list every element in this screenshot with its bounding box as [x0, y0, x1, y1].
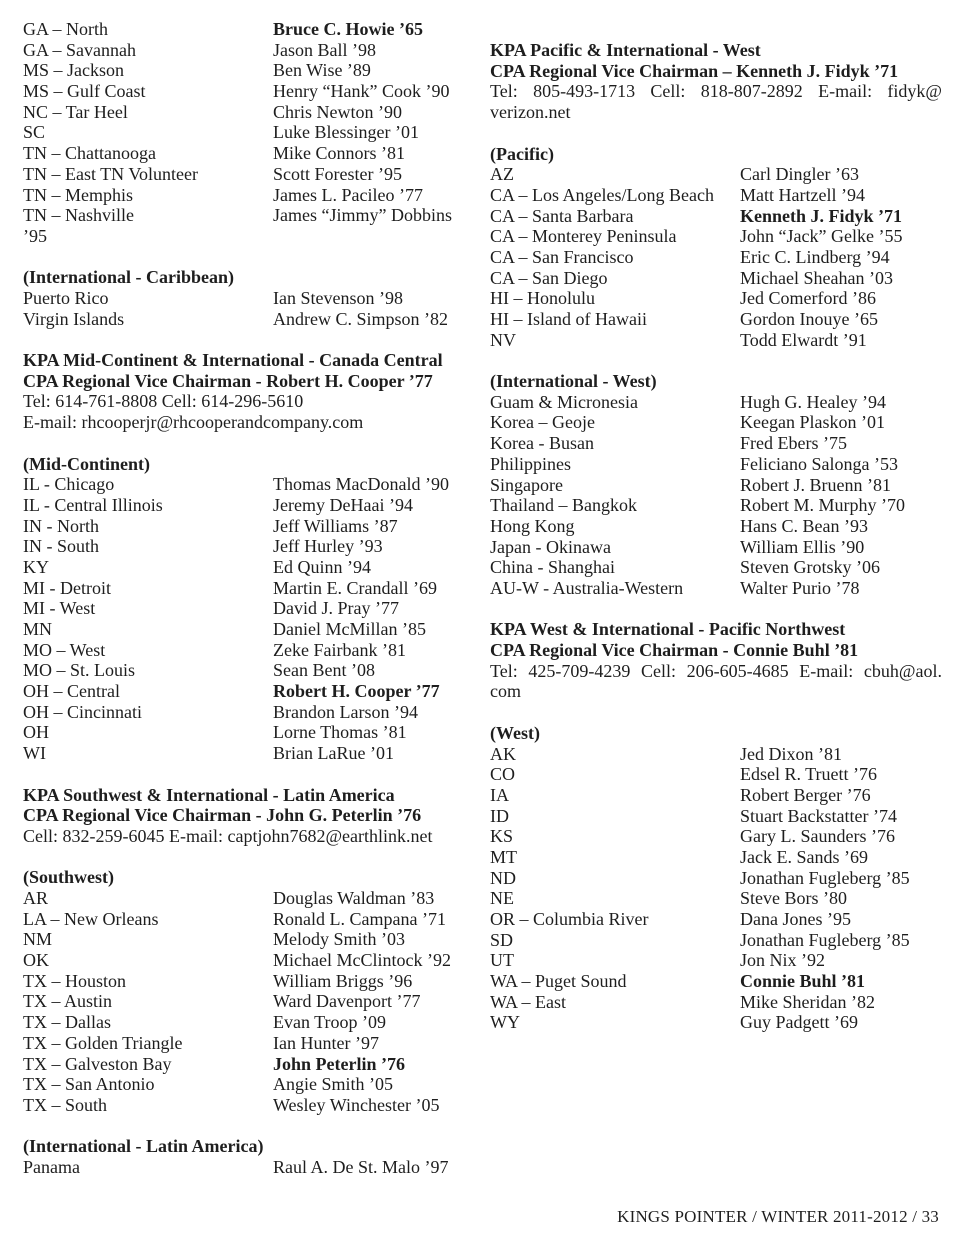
chapter-row — [23, 81, 471, 102]
chapter-location: GA – Savannah — [23, 39, 136, 60]
chapter-row — [23, 660, 471, 681]
chapter-row — [490, 888, 942, 909]
chapter-row — [23, 164, 471, 185]
west-heading: (West) — [490, 722, 540, 743]
caribbean-list — [23, 288, 471, 329]
chapter-location: Korea - Busan — [490, 433, 594, 454]
chapter-location: TN – East TN Volunteer — [23, 163, 198, 184]
midcontinent-region-email: E-mail: rhcooperjr@rhcooperandcompany.com — [23, 412, 364, 433]
chapter-row — [23, 598, 471, 619]
intl-west-list — [490, 392, 942, 599]
chapter-representative: Mike Sheridan ’82 — [740, 991, 875, 1012]
chapter-representative: Evan Troop ’09 — [273, 1012, 387, 1033]
chapter-location: Virgin Islands — [23, 308, 125, 329]
chapter-location: OK — [23, 950, 49, 971]
southwest-heading: (Southwest) — [23, 867, 115, 888]
chapter-location: AR — [23, 888, 49, 909]
chapter-row — [490, 433, 942, 454]
chapter-row — [490, 971, 942, 992]
pacific-region-chair: CPA Regional Vice Chairman – Kenneth J. Fidyk ’71 — [490, 60, 899, 81]
chapter-representative: Steve Bors ’80 — [740, 888, 847, 909]
chapter-row — [490, 744, 942, 765]
chapter-location: NE — [490, 888, 514, 909]
chapter-row — [490, 392, 942, 413]
chapter-location: MT — [490, 846, 517, 867]
chapter-representative: Jeremy DeHaai ’94 — [273, 494, 413, 515]
pacific-region-contact: Tel: 805-493-1713 Cell: 818-807-2892 E-mail: fidyk@ — [490, 81, 942, 102]
chapter-location: HI – Island of Hawaii — [490, 309, 647, 330]
chapter-row — [490, 992, 942, 1013]
chapter-row — [490, 226, 942, 247]
chapter-location: MN — [23, 619, 53, 640]
chapter-location: Panama — [23, 1157, 80, 1177]
chapter-row — [23, 185, 471, 206]
chapter-representative: David J. Pray ’77 — [273, 598, 399, 619]
chapter-representative: Jon Nix ’92 — [740, 950, 825, 971]
chapter-location: TN – Nashville — [23, 205, 134, 226]
chapter-representative: Jack E. Sands ’69 — [740, 846, 868, 867]
chapter-representative: John “Jack” Gelke ’55 — [740, 226, 903, 247]
chapter-representative: John Peterlin ’76 — [273, 1053, 405, 1074]
chapter-location: Hong Kong — [490, 515, 575, 536]
chapter-location: MO – St. Louis — [23, 660, 136, 681]
chapter-row — [23, 1012, 471, 1033]
chapter-location: Philippines — [490, 453, 572, 474]
chapter-location: MI - West — [23, 598, 96, 619]
chapter-representative: William Ellis ’90 — [740, 536, 865, 557]
chapter-representative: Connie Buhl ’81 — [740, 971, 866, 992]
chapter-representative: Guy Padgett ’69 — [740, 1012, 858, 1033]
chapter-representative: Ian Stevenson ’98 — [273, 287, 403, 308]
chapter-location: Thailand – Bangkok — [490, 495, 637, 516]
chapter-location: TX – Houston — [23, 970, 126, 991]
chapter-representative: Brian LaRue ’01 — [273, 743, 394, 764]
chapter-row — [23, 536, 471, 557]
chapter-location: WA – East — [490, 991, 566, 1012]
chapter-location: TX – Austin — [23, 991, 113, 1012]
chapter-row — [23, 888, 471, 909]
chapter-row — [490, 309, 942, 330]
pacific-list — [490, 164, 942, 350]
chapter-location: CA – Santa Barbara — [490, 205, 634, 226]
chapter-location: AZ — [490, 164, 514, 185]
chapter-row — [490, 475, 942, 496]
chapter-representative: Andrew C. Simpson ’82 — [273, 308, 448, 329]
southwest-region-contact: Cell: 832-259-6045 E-mail: captjohn7682@earthlink.net — [23, 825, 433, 846]
southwest-list — [23, 888, 471, 1116]
chapter-representative: Jed Dixon ’81 — [740, 743, 842, 764]
chapter-location: UT — [490, 950, 514, 971]
chapter-location: WI — [23, 743, 46, 764]
chapter-representative: Mike Connors ’81 — [273, 143, 405, 164]
chapter-location: CA – Los Angeles/Long Beach — [490, 184, 714, 205]
midcontinent-heading: (Mid-Continent) — [23, 453, 150, 474]
chapter-row — [23, 1157, 471, 1178]
chapter-row — [490, 578, 942, 599]
chapter-representative: Fred Ebers ’75 — [740, 433, 847, 454]
chapter-location: OH — [23, 722, 49, 743]
intl-west-heading: (International - West) — [490, 371, 657, 392]
chapter-location: IN - South — [23, 536, 99, 557]
chapter-representative: Robert M. Murphy ’70 — [740, 495, 905, 516]
chapter-row — [23, 702, 471, 723]
midcontinent-region-chair: CPA Regional Vice Chairman - Robert H. Cooper ’77 — [23, 370, 433, 391]
chapter-representative: Jeff Williams ’87 — [273, 515, 398, 536]
chapter-location: NV — [490, 329, 516, 350]
chapter-row — [23, 60, 471, 81]
chapter-row — [23, 1054, 471, 1075]
chapter-row — [23, 205, 471, 226]
pacific-region-title: KPA Pacific & International - West — [490, 40, 761, 60]
chapter-representative: Ronald L. Campana ’71 — [273, 908, 446, 929]
chapter-row — [23, 122, 471, 143]
southwest-region-chair: CPA Regional Vice Chairman - John G. Peterlin ’76 — [23, 805, 422, 826]
chapter-row — [23, 1095, 471, 1116]
west-region-chair: CPA Regional Vice Chairman - Connie Buhl ’81 — [490, 640, 859, 661]
chapter-location: Japan - Okinawa — [490, 536, 611, 557]
chapter-location: TX – Dallas — [23, 1012, 111, 1033]
chapter-location: ND — [490, 867, 516, 888]
chapter-location: CA – Monterey Peninsula — [490, 226, 677, 247]
chapter-representative: Ward Davenport ’77 — [273, 991, 421, 1012]
chapter-representative: Robert H. Cooper ’77 — [273, 681, 440, 702]
south-chapter-list — [23, 19, 471, 226]
chapter-representative: Sean Bent ’08 — [273, 660, 375, 681]
chapter-representative: Daniel McMillan ’85 — [273, 619, 426, 640]
chapter-location: HI – Honolulu — [490, 288, 595, 309]
chapter-row — [490, 826, 942, 847]
chapter-row — [490, 185, 942, 206]
chapter-row — [490, 288, 942, 309]
chapter-representative: Henry “Hank” Cook ’90 — [273, 81, 450, 102]
chapter-row — [23, 578, 471, 599]
midcontinent-region-title: KPA Mid-Continent & International - Canada Central — [23, 350, 443, 371]
chapter-location: IN - North — [23, 515, 99, 536]
chapter-representative: Raul A. De St. Malo ’97 — [273, 1157, 449, 1177]
chapter-representative: Angie Smith ’05 — [273, 1074, 393, 1095]
chapter-row — [490, 454, 942, 475]
chapter-row — [23, 143, 471, 164]
chapter-location: TX – Golden Triangle — [23, 1032, 183, 1053]
chapter-representative: Wesley Winchester ’05 — [273, 1094, 440, 1115]
west-region-contact: Tel: 425-709-4239 Cell: 206-605-4685 E-mail: cbuh@aol. — [490, 660, 942, 681]
chapter-location: KY — [23, 556, 49, 577]
chapter-row — [490, 909, 942, 930]
chapter-row — [23, 102, 471, 123]
chapter-row — [23, 743, 471, 764]
chapter-location: SD — [490, 929, 514, 950]
chapter-representative: James L. Pacileo ’77 — [273, 184, 423, 205]
chapter-location: WY — [490, 1012, 520, 1033]
chapter-row — [490, 930, 942, 951]
chapter-representative: Bruce C. Howie ’65 — [273, 19, 423, 39]
chapter-representative: Edsel R. Truett ’76 — [740, 764, 878, 785]
chapter-row — [23, 40, 471, 61]
chapter-representative: Melody Smith ’03 — [273, 929, 406, 950]
chapter-row — [490, 785, 942, 806]
chapter-location: TX – Galveston Bay — [23, 1053, 172, 1074]
chapter-row — [490, 330, 942, 351]
right-column — [490, 40, 942, 1033]
chapter-representative: Michael McClintock ’92 — [273, 950, 451, 971]
chapter-row — [23, 19, 471, 40]
chapter-location: MS – Jackson — [23, 60, 125, 81]
chapter-row — [23, 950, 471, 971]
chapter-representative: Eric C. Lindberg ’94 — [740, 246, 890, 267]
chapter-row — [490, 268, 942, 289]
chapter-location: AK — [490, 743, 516, 764]
chapter-row — [490, 806, 942, 827]
chapter-representative: Ben Wise ’89 — [273, 60, 371, 81]
chapter-location: SC — [23, 122, 46, 143]
chapter-representative: Matt Hartzell ’94 — [740, 184, 865, 205]
southwest-region-title: KPA Southwest & International - Latin America — [23, 784, 395, 805]
west-region-contact-wrap: com — [490, 681, 521, 702]
chapter-location: IA — [490, 784, 509, 805]
chapter-row — [490, 537, 942, 558]
chapter-representative: Hans C. Bean ’93 — [740, 515, 868, 536]
chapter-representative: Robert J. Bruenn ’81 — [740, 474, 891, 495]
wrapped-name-continuation: ’95 — [23, 225, 47, 246]
chapter-representative: Ed Quinn ’94 — [273, 556, 371, 577]
chapter-location: MS – Gulf Coast — [23, 81, 146, 102]
chapter-row — [490, 557, 942, 578]
chapter-representative: Jason Ball ’98 — [273, 39, 376, 60]
chapter-representative: Jed Comerford ’86 — [740, 288, 876, 309]
chapter-representative: Gordon Inouye ’65 — [740, 309, 878, 330]
chapter-representative: Feliciano Salonga ’53 — [740, 453, 898, 474]
chapter-representative: Thomas MacDonald ’90 — [273, 474, 449, 495]
chapter-location: OH – Central — [23, 681, 120, 702]
chapter-location: Guam & Micronesia — [490, 391, 638, 412]
chapter-representative: Scott Forester ’95 — [273, 163, 402, 184]
chapter-representative: Todd Elwardt ’91 — [740, 329, 867, 350]
chapter-location: ID — [490, 805, 509, 826]
chapter-row — [23, 474, 471, 495]
chapter-representative: Carl Dingler ’63 — [740, 164, 859, 185]
chapter-row — [490, 206, 942, 227]
chapter-location: OH – Cincinnati — [23, 701, 142, 722]
chapter-row — [23, 557, 471, 578]
chapter-location: Puerto Rico — [23, 287, 109, 308]
chapter-representative: Michael Sheahan ’03 — [740, 267, 893, 288]
pacific-heading: (Pacific) — [490, 143, 554, 164]
left-column — [23, 19, 471, 1178]
chapter-row — [23, 288, 471, 309]
chapter-location: KS — [490, 826, 514, 847]
chapter-row — [23, 971, 471, 992]
chapter-representative: Jonathan Fugleberg ’85 — [740, 867, 910, 888]
chapter-representative: Zeke Fairbank ’81 — [273, 639, 406, 660]
chapter-representative: Stuart Backstatter ’74 — [740, 805, 897, 826]
chapter-location: WA – Puget Sound — [490, 971, 627, 992]
chapter-representative: Jeff Hurley ’93 — [273, 536, 383, 557]
chapter-row — [23, 309, 471, 330]
chapter-location: TN – Chattanooga — [23, 143, 156, 164]
chapter-location: IL - Chicago — [23, 474, 115, 495]
chapter-representative: Hugh G. Healey ’94 — [740, 391, 886, 412]
chapter-row — [490, 950, 942, 971]
west-list — [490, 744, 942, 1034]
latin-america-list — [23, 1157, 471, 1178]
chapter-representative: Jonathan Fugleberg ’85 — [740, 929, 910, 950]
chapter-row — [23, 516, 471, 537]
chapter-representative: Chris Newton ’90 — [273, 101, 402, 122]
chapter-location: Singapore — [490, 474, 563, 495]
chapter-representative: Robert Berger ’76 — [740, 784, 871, 805]
chapter-row — [490, 764, 942, 785]
chapter-row — [23, 640, 471, 661]
chapter-row — [23, 681, 471, 702]
chapter-location: TX – San Antonio — [23, 1074, 155, 1095]
midcontinent-list — [23, 474, 471, 764]
chapter-row — [23, 929, 471, 950]
caribbean-heading: (International - Caribbean) — [23, 267, 234, 288]
chapter-location: NM — [23, 929, 53, 950]
chapter-location: CO — [490, 764, 516, 785]
chapter-location: CA – San Diego — [490, 267, 608, 288]
chapter-representative: Ian Hunter ’97 — [273, 1032, 379, 1053]
chapter-representative: Dana Jones ’95 — [740, 909, 851, 930]
chapter-location: NC – Tar Heel — [23, 101, 128, 122]
chapter-row — [490, 847, 942, 868]
chapter-representative: Gary L. Saunders ’76 — [740, 826, 895, 847]
chapter-representative: Douglas Waldman ’83 — [273, 888, 435, 909]
chapter-row — [23, 722, 471, 743]
chapter-representative: Keegan Plaskon ’01 — [740, 412, 885, 433]
chapter-row — [23, 1033, 471, 1054]
chapter-location: MI - Detroit — [23, 577, 111, 598]
chapter-row — [23, 495, 471, 516]
chapter-representative: Martin E. Crandall ’69 — [273, 577, 437, 598]
west-region-title: KPA West & International - Pacific Northwest — [490, 619, 846, 640]
pacific-region-contact-wrap: verizon.net — [490, 102, 571, 123]
chapter-row — [490, 412, 942, 433]
chapter-location: TX – South — [23, 1094, 108, 1115]
chapter-representative: Walter Purio ’78 — [740, 577, 860, 598]
chapter-location: IL - Central Illinois — [23, 494, 163, 515]
chapter-representative: Steven Grotsky ’06 — [740, 557, 880, 578]
chapter-row — [490, 164, 942, 185]
chapter-row — [23, 991, 471, 1012]
chapter-location: Korea – Geoje — [490, 412, 595, 433]
chapter-representative: William Briggs ’96 — [273, 970, 413, 991]
chapter-row — [23, 619, 471, 640]
chapter-row — [490, 495, 942, 516]
chapter-location: GA – North — [23, 19, 108, 39]
chapter-location: China - Shanghai — [490, 557, 615, 578]
chapter-row — [23, 1074, 471, 1095]
chapter-location: LA – New Orleans — [23, 908, 159, 929]
chapter-location: TN – Memphis — [23, 184, 133, 205]
chapter-row — [490, 516, 942, 537]
chapter-row — [490, 868, 942, 889]
chapter-row — [490, 247, 942, 268]
chapter-location: CA – San Francisco — [490, 246, 634, 267]
chapter-location: AU-W - Australia-Western — [490, 577, 684, 598]
chapter-row — [490, 1012, 942, 1033]
chapter-representative: Lorne Thomas ’81 — [273, 722, 407, 743]
chapter-representative: Brandon Larson ’94 — [273, 701, 418, 722]
latin-america-heading: (International - Latin America) — [23, 1136, 264, 1157]
chapter-row — [23, 909, 471, 930]
page-footer: KINGS POINTER / WINTER 2011-2012 / 33 — [617, 1207, 939, 1226]
chapter-location: MO – West — [23, 639, 106, 660]
chapter-location: OR – Columbia River — [490, 909, 649, 930]
chapter-representative: Luke Blessinger ’01 — [273, 122, 419, 143]
midcontinent-region-phones: Tel: 614-761-8808 Cell: 614-296-5610 — [23, 391, 304, 412]
chapter-representative: Kenneth J. Fidyk ’71 — [740, 205, 903, 226]
chapter-representative: James “Jimmy” Dobbins — [273, 205, 452, 226]
